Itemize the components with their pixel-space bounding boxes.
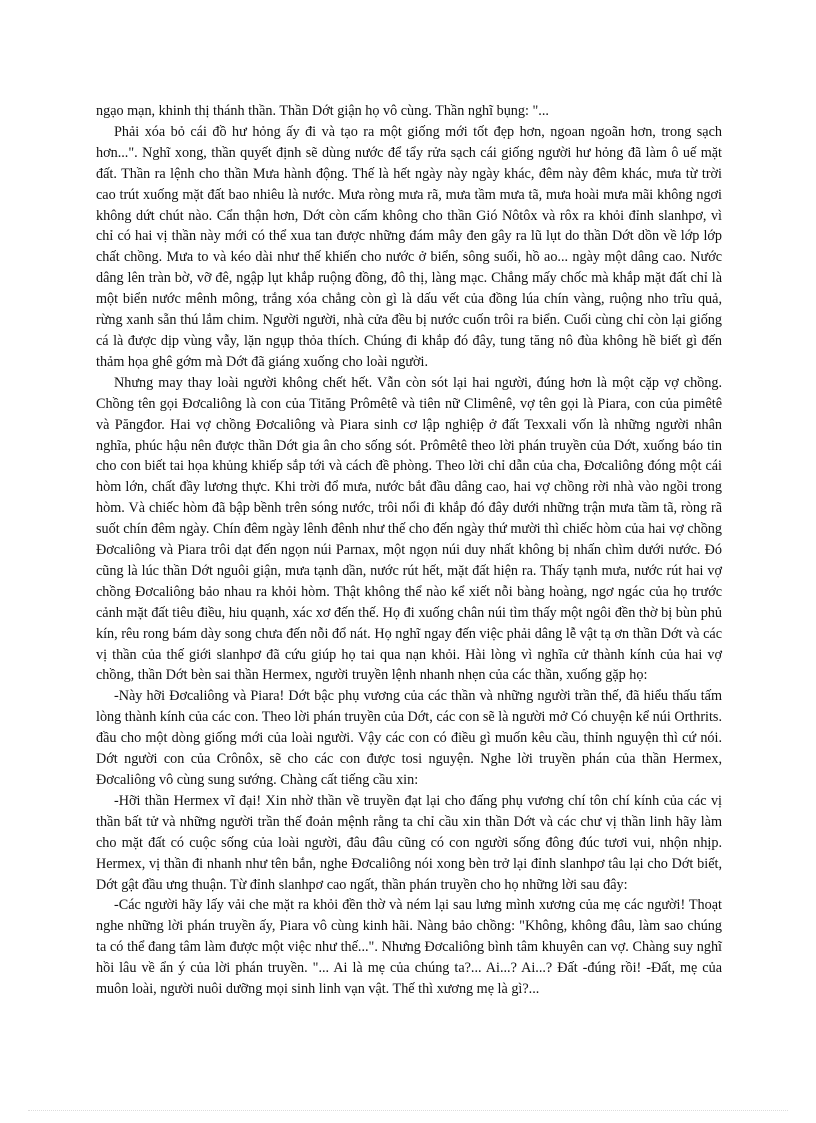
body-text (96, 101, 722, 1000)
page-bottom-divider (28, 1110, 788, 1111)
paragraph-oracle: -Các người hãy lấy vải che mặt ra khỏi đền thờ và ném lại sau lưng mình xương của mẹ các người! Thoạt nghe những lời phán truyền ấy, Piara vô cùng kinh hãi. Nàng bảo chồng: "Không, không đâu, làm sao chúng ta có thể đang tâm làm được một việc như thế...". Nhưng Đơcaliông bình tâm khuyên can vợ. Chàng suy nghĩ hồi lâu về ẩn ý của lời phán truyền. "... Ai là mẹ của chúng ta?... Ai...? Ai...? Đất -đúng rồi! -Đất, mẹ của muôn loài, người nuôi dưỡng mọi sinh linh vạn vật. Thế thì xương mẹ là gì?... (96, 897, 722, 998)
paragraph-continuation: ngạo mạn, khinh thị thánh thần. Thần Dớt giận họ vô cùng. Thần nghĩ bụng: "... (96, 103, 549, 119)
paragraph-survivors: Nhưng may thay loài người không chết hết. Vẫn còn sót lại hai người, đúng hơn là một cặp vợ chồng. Chồng tên gọi Đơcaliông là con của Tităng Prômêtê và tiên nữ Climênê, vợ tên gọi là Piara, con của pimêtê và Păngđor. Hai vợ chồng Đơcaliông và Piara sinh cơ lập nghiệp ở đất Texxali vốn là những người nhân nghĩa, phúc hậu nên được thần Dớt gia ân cho sống sót. Prômêtê theo lời phán truyền của Dớt, xuống báo tin cho con biết tai họa khủng khiếp sắp tới và cách đề phòng. Theo lời chỉ dẫn của cha, Đơcaliông đóng một cái hòm lớn, chất đầy lương thực. Khi trời đổ mưa, nước bắt đầu dâng cao, hai vợ chồng rời nhà vào ngồi trong hòm. Và chiếc hòm đã bập bềnh trên sóng nước, trôi nổi đi khắp đó đây dưới những trận mưa tầm tã, ròng rã suốt chín đêm ngày. Chín đêm ngày lênh đênh như thế cho đến ngày thứ mười thì chiếc hòm của hai vợ chồng Đơcaliông và Piara trôi dạt đến ngọn núi Parnax, một ngọn núi duy nhất không bị nhấn chìm dưới nước. Đó cũng là lúc thần Dớt nguôi giận, mưa tạnh dần, nước rút hết, mặt đất hiện ra. Thấy tạnh mưa, nước rút hai vợ chồng Đơcaliông bảo nhau ra khỏi hòm. Thật không thể nào kể xiết nỗi bàng hoàng, ngơ ngác của họ trước cảnh mặt đất tiêu điều, hiu quạnh, xác xơ đến thế. Họ đi xuống chân núi tìm thấy một ngôi đền thờ bị bùn phủ kín, rêu rong bám dày song chưa đến nỗi đổ nát. Họ nghĩ ngay đến việc phải dâng lễ vật tạ ơn thần Dớt và các vị thần của thế giới slanhpơ đã cứu giúp họ tai qua nạn khỏi. Hài lòng vì nghĩa cử thành kính của hai vợ chồng, thần Dớt bèn sai thần Hermex, người truyền lệnh nhanh nhẹn của các thần, xuống gặp họ: (96, 374, 722, 684)
paragraph-flood: Phải xóa bỏ cái đồ hư hỏng ấy đi và tạo ra một giống mới tốt đẹp hơn, ngoan ngoãn hơn, trong sạch hơn...". Nghĩ xong, thần quyết định sẽ dùng nước để tẩy rửa sạch cái giống người hư hỏng đã làm ô uế mặt đất. Thần ra lệnh cho thần Mưa hành động. Thế là hết ngày này ngày khác, đêm này đêm khác, mưa từ trời cao trút xuống mặt đất bao nhiêu là nước. Mưa ròng mưa rã, mưa tầm mưa tã, mưa hoài mưa mãi không ngơi không dứt chút nào. Cẩn thận hơn, Dớt còn cấm không cho thần Gió Nôtôx và rôx ra khỏi đỉnh slanhpơ, vì chỉ có hai vị thần này mới có thể xua tan được những đám mây đen gây ra lũ lụt do thần Dớt dồn về lớp lớp chất chồng. Mưa to và kéo dài như thế khiến cho nước ở biển, sông suối, hồ ao... ngày một dâng cao. Nước dâng lên tràn bờ, vỡ đê, ngập lụt khắp ruộng đồng, đô thị, làng mạc. Chẳng mấy chốc mà khắp mặt đất chỉ là một biển nước mênh mông, trắng xóa chẳng còn gì là dấu vết của đồng lúa chín vàng, ruộng nho trĩu quả, rừng xanh sẵn thú lắm chim. Người người, nhà cửa đều bị nước cuốn trôi ra biển. Cuối cùng chỉ còn lại giống cá là được dịp vùng vẫy, lặn ngụp thỏa thích. Chúng đi khắp đó đây, tung tăng nô đùa không hề biết gì đến thảm họa ghê gớm mà Dớt đã giáng xuống cho loài người. (96, 123, 722, 370)
paragraph-deucalion-plea: -Hỡi thần Hermex vĩ đại! Xin nhờ thần về truyền đạt lại cho đấng phụ vương chí tôn chí kính của các vị thần bất tử và những người trần thế đoản mệnh rằng ta chỉ cầu xin thần Dớt và các chư vị thần linh hãy làm cho mặt đất có cuộc sống của loài người, đâu đâu cũng có con người sống đông đúc tươi vui, nhộn nhịp. Hermex, vị thần đi nhanh như tên bắn, nghe Đơcaliông nói xong bèn trở lại đỉnh slanhpơ tâu lại cho Dớt biết, Dớt gật đầu ưng thuận. Từ đỉnh slanhpơ cao ngất, thần phán truyền cho họ những lời sau đây: (96, 792, 722, 893)
paragraph-hermex-speech: -Này hỡi Đơcaliông và Piara! Dớt bậc phụ vương của các thần và những người trần thế, đã hiểu thấu tấm lòng thành kính của các con. Theo lời phán truyền của Dớt, các con sẽ là người mở Có chuyện kể núi Orthrits. đầu cho một dòng giống mới của loài người. Vậy các con có điều gì muốn kêu cầu, thỉnh nguyện thì cứ nói. Dớt người con của Crônôx, sẽ cho các con được tosi nguyện. Nghe lời truyền phán của thần Hermex, Đơcaliông vô cùng sung sướng. Chàng cất tiếng cầu xin: (96, 688, 722, 788)
